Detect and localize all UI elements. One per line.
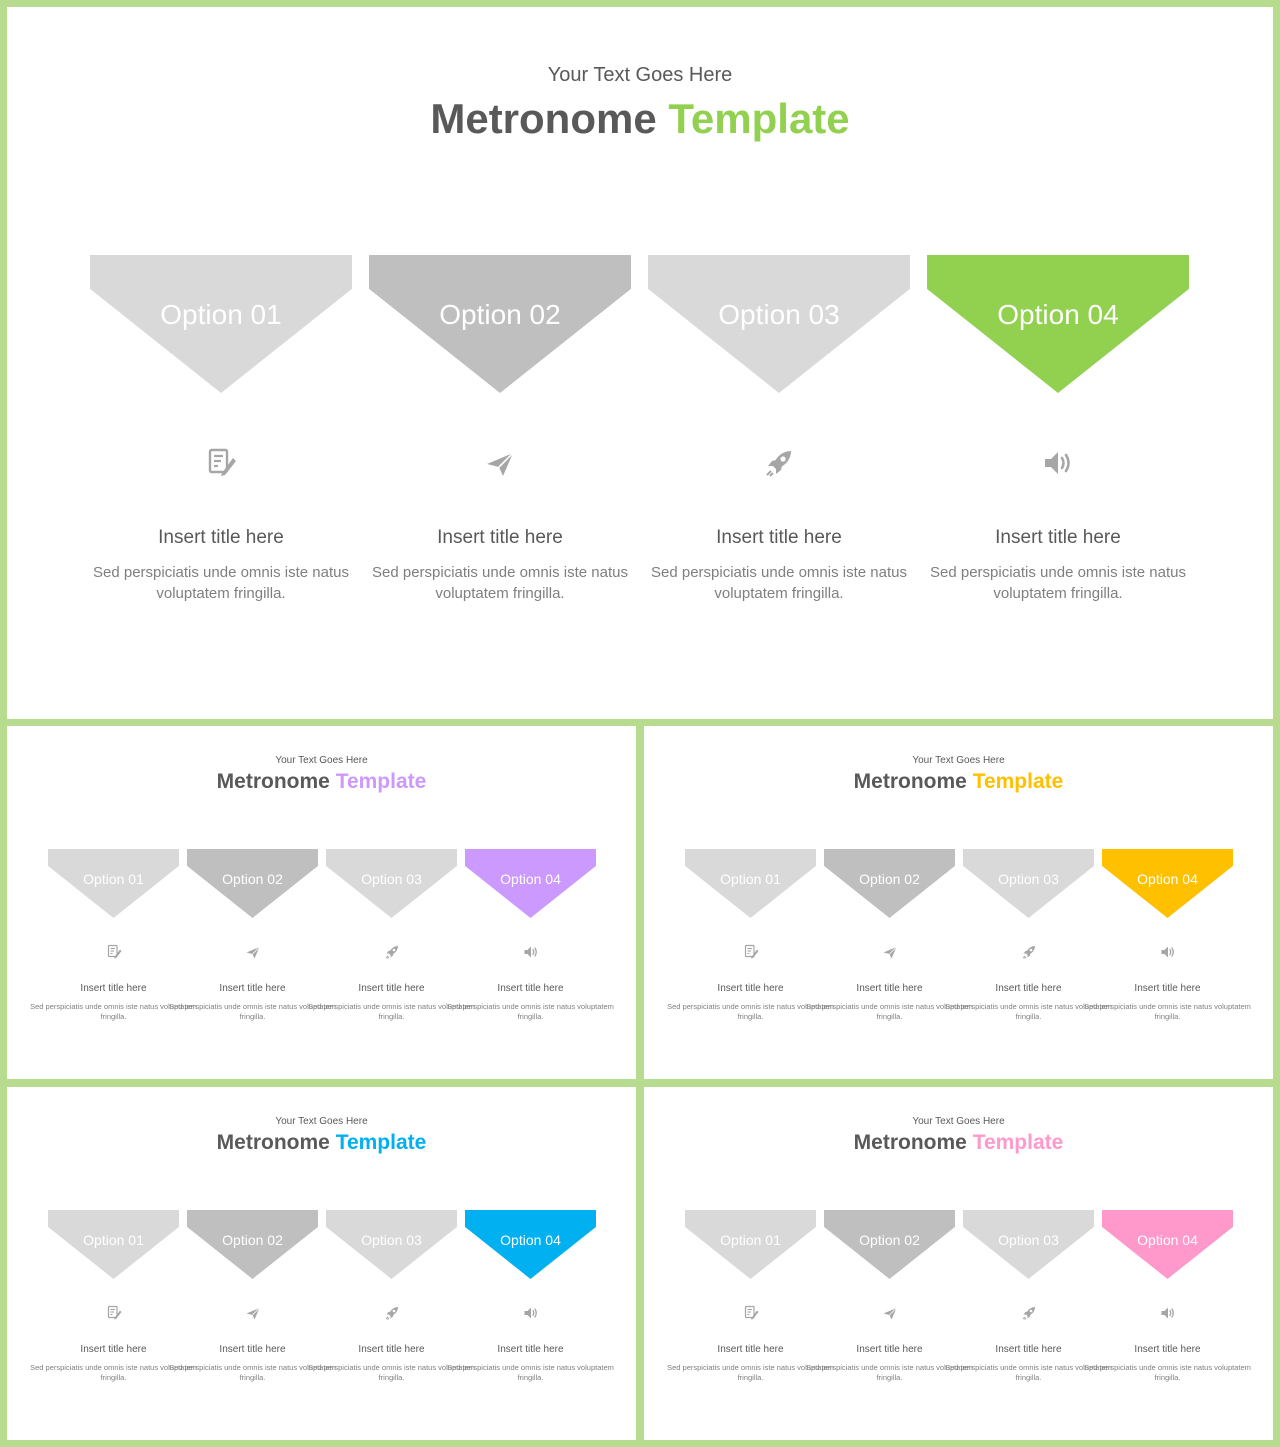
option-card-01 <box>30 849 197 1029</box>
item-title: Insert title here <box>358 1344 425 1355</box>
option-card-04 <box>447 849 614 1029</box>
option-card-03 <box>945 849 1112 1029</box>
item-description: Sed perspiciatis unde omnis iste natus voluptatem fringilla. <box>806 1363 973 1382</box>
option-label: Option 01 <box>83 1232 144 1248</box>
option-label: Option 02 <box>222 871 283 887</box>
title-accent: Template <box>335 770 427 793</box>
item-description: Sed perspiciatis unde omnis iste natus voluptatem fringilla. <box>308 1002 475 1021</box>
speaker-icon <box>927 447 1189 479</box>
item-title: Insert title here <box>717 1344 784 1355</box>
option-card-01 <box>90 255 352 615</box>
option-label: Option 03 <box>361 871 422 887</box>
rocket-icon <box>648 447 910 479</box>
document-icon <box>48 1305 179 1321</box>
option-card-03 <box>308 849 475 1029</box>
option-card-04 <box>927 255 1189 615</box>
item-description: Sed perspiciatis unde omnis iste natus voluptatem fringilla. <box>372 564 628 602</box>
title-main: Metronome <box>853 1131 967 1154</box>
option-label: Option 04 <box>1137 1232 1198 1248</box>
item-description: Sed perspiciatis unde omnis iste natus voluptatem fringilla. <box>30 1002 197 1021</box>
item-title: Insert title here <box>497 1344 564 1355</box>
option-card-02 <box>806 849 973 1029</box>
item-title: Insert title here <box>995 1344 1062 1355</box>
slide-subtitle: Your Text Goes Here <box>275 755 368 766</box>
option-card-01 <box>30 1210 197 1390</box>
speaker-icon <box>1102 1305 1233 1321</box>
document-icon <box>685 944 816 960</box>
slide-variant-blue <box>7 1087 636 1440</box>
option-card-04 <box>1084 1210 1251 1390</box>
title-accent: Template <box>668 95 850 142</box>
option-label: Option 02 <box>859 871 920 887</box>
option-label: Option 01 <box>720 1232 781 1248</box>
speaker-icon <box>465 1305 596 1321</box>
option-card-02 <box>169 1210 336 1390</box>
slide-title <box>7 1131 636 1155</box>
item-description: Sed perspiciatis unde omnis iste natus voluptatem fringilla. <box>308 1363 475 1382</box>
item-title: Insert title here <box>80 983 147 994</box>
item-title: Insert title here <box>856 983 923 994</box>
item-description: Sed perspiciatis unde omnis iste natus voluptatem fringilla. <box>945 1363 1112 1382</box>
option-label: Option 04 <box>500 871 561 887</box>
item-description: Sed perspiciatis unde omnis iste natus voluptatem fringilla. <box>1084 1002 1251 1021</box>
option-label: Option 03 <box>998 1232 1059 1248</box>
item-title: Insert title here <box>219 983 286 994</box>
option-label: Option 01 <box>83 871 144 887</box>
option-card-04 <box>447 1210 614 1390</box>
item-description: Sed perspiciatis unde omnis iste natus voluptatem fringilla. <box>447 1363 614 1382</box>
paper-plane-icon <box>187 944 318 960</box>
item-description: Sed perspiciatis unde omnis iste natus voluptatem fringilla. <box>93 564 349 602</box>
item-description: Sed perspiciatis unde omnis iste natus voluptatem fringilla. <box>806 1002 973 1021</box>
rocket-icon <box>326 1305 457 1321</box>
title-accent: Template <box>335 1131 427 1154</box>
item-title: Insert title here <box>995 527 1121 548</box>
option-card-04 <box>1084 849 1251 1029</box>
option-card-03 <box>648 255 910 615</box>
option-label: Option 03 <box>998 871 1059 887</box>
slide-variant-purple <box>7 726 636 1079</box>
item-description: Sed perspiciatis unde omnis iste natus voluptatem fringilla. <box>651 564 907 602</box>
item-description: Sed perspiciatis unde omnis iste natus voluptatem fringilla. <box>169 1363 336 1382</box>
option-label: Option 03 <box>361 1232 422 1248</box>
item-description: Sed perspiciatis unde omnis iste natus voluptatem fringilla. <box>447 1002 614 1021</box>
speaker-icon <box>1102 944 1233 960</box>
slide-subtitle: Your Text Goes Here <box>912 1116 1005 1127</box>
option-label: Option 02 <box>859 1232 920 1248</box>
item-description: Sed perspiciatis unde omnis iste natus voluptatem fringilla. <box>667 1363 834 1382</box>
slide-variant-orange <box>644 726 1273 1079</box>
slide-title <box>644 1131 1273 1155</box>
item-description: Sed perspiciatis unde omnis iste natus voluptatem fringilla. <box>667 1002 834 1021</box>
title-main: Metronome <box>216 770 330 793</box>
rocket-icon <box>326 944 457 960</box>
item-title: Insert title here <box>717 983 784 994</box>
slide-variant-pink <box>644 1087 1273 1440</box>
option-card-01 <box>667 849 834 1029</box>
slide-title <box>644 770 1273 794</box>
item-description: Sed perspiciatis unde omnis iste natus voluptatem fringilla. <box>930 564 1186 602</box>
main-slide <box>7 7 1273 719</box>
item-description: Sed perspiciatis unde omnis iste natus voluptatem fringilla. <box>30 1363 197 1382</box>
item-description: Sed perspiciatis unde omnis iste natus voluptatem fringilla. <box>169 1002 336 1021</box>
item-title: Insert title here <box>219 1344 286 1355</box>
title-accent: Template <box>972 770 1064 793</box>
option-label: Option 02 <box>439 299 561 330</box>
title-accent: Template <box>972 1131 1064 1154</box>
paper-plane-icon <box>187 1305 318 1321</box>
slide-subtitle: Your Text Goes Here <box>547 64 733 86</box>
item-title: Insert title here <box>437 527 563 548</box>
slide-subtitle: Your Text Goes Here <box>912 755 1005 766</box>
item-title: Insert title here <box>716 527 842 548</box>
option-card-02 <box>169 849 336 1029</box>
title-main: Metronome <box>216 1131 330 1154</box>
option-card-02 <box>806 1210 973 1390</box>
option-label: Option 02 <box>222 1232 283 1248</box>
paper-plane-icon <box>369 447 631 479</box>
title-main: Metronome <box>430 95 657 142</box>
option-card-03 <box>945 1210 1112 1390</box>
option-label: Option 04 <box>500 1232 561 1248</box>
document-icon <box>685 1305 816 1321</box>
item-description: Sed perspiciatis unde omnis iste natus voluptatem fringilla. <box>945 1002 1112 1021</box>
rocket-icon <box>963 944 1094 960</box>
slide-title <box>7 770 636 794</box>
option-label: Option 01 <box>720 871 781 887</box>
rocket-icon <box>963 1305 1094 1321</box>
item-title: Insert title here <box>1134 1344 1201 1355</box>
slide-subtitle: Your Text Goes Here <box>275 1116 368 1127</box>
item-description: Sed perspiciatis unde omnis iste natus voluptatem fringilla. <box>1084 1363 1251 1382</box>
speaker-icon <box>465 944 596 960</box>
slide-title <box>7 95 1273 143</box>
option-label: Option 01 <box>160 299 282 330</box>
item-title: Insert title here <box>995 983 1062 994</box>
document-icon <box>90 447 352 479</box>
option-label: Option 03 <box>718 299 840 330</box>
item-title: Insert title here <box>80 1344 147 1355</box>
item-title: Insert title here <box>497 983 564 994</box>
item-title: Insert title here <box>358 983 425 994</box>
option-card-01 <box>667 1210 834 1390</box>
item-title: Insert title here <box>1134 983 1201 994</box>
item-title: Insert title here <box>856 1344 923 1355</box>
option-card-03 <box>308 1210 475 1390</box>
item-title: Insert title here <box>158 527 284 548</box>
document-icon <box>48 944 179 960</box>
paper-plane-icon <box>824 944 955 960</box>
option-card-02 <box>369 255 631 615</box>
paper-plane-icon <box>824 1305 955 1321</box>
option-label: Option 04 <box>997 299 1119 330</box>
option-label: Option 04 <box>1137 871 1198 887</box>
title-main: Metronome <box>853 770 967 793</box>
